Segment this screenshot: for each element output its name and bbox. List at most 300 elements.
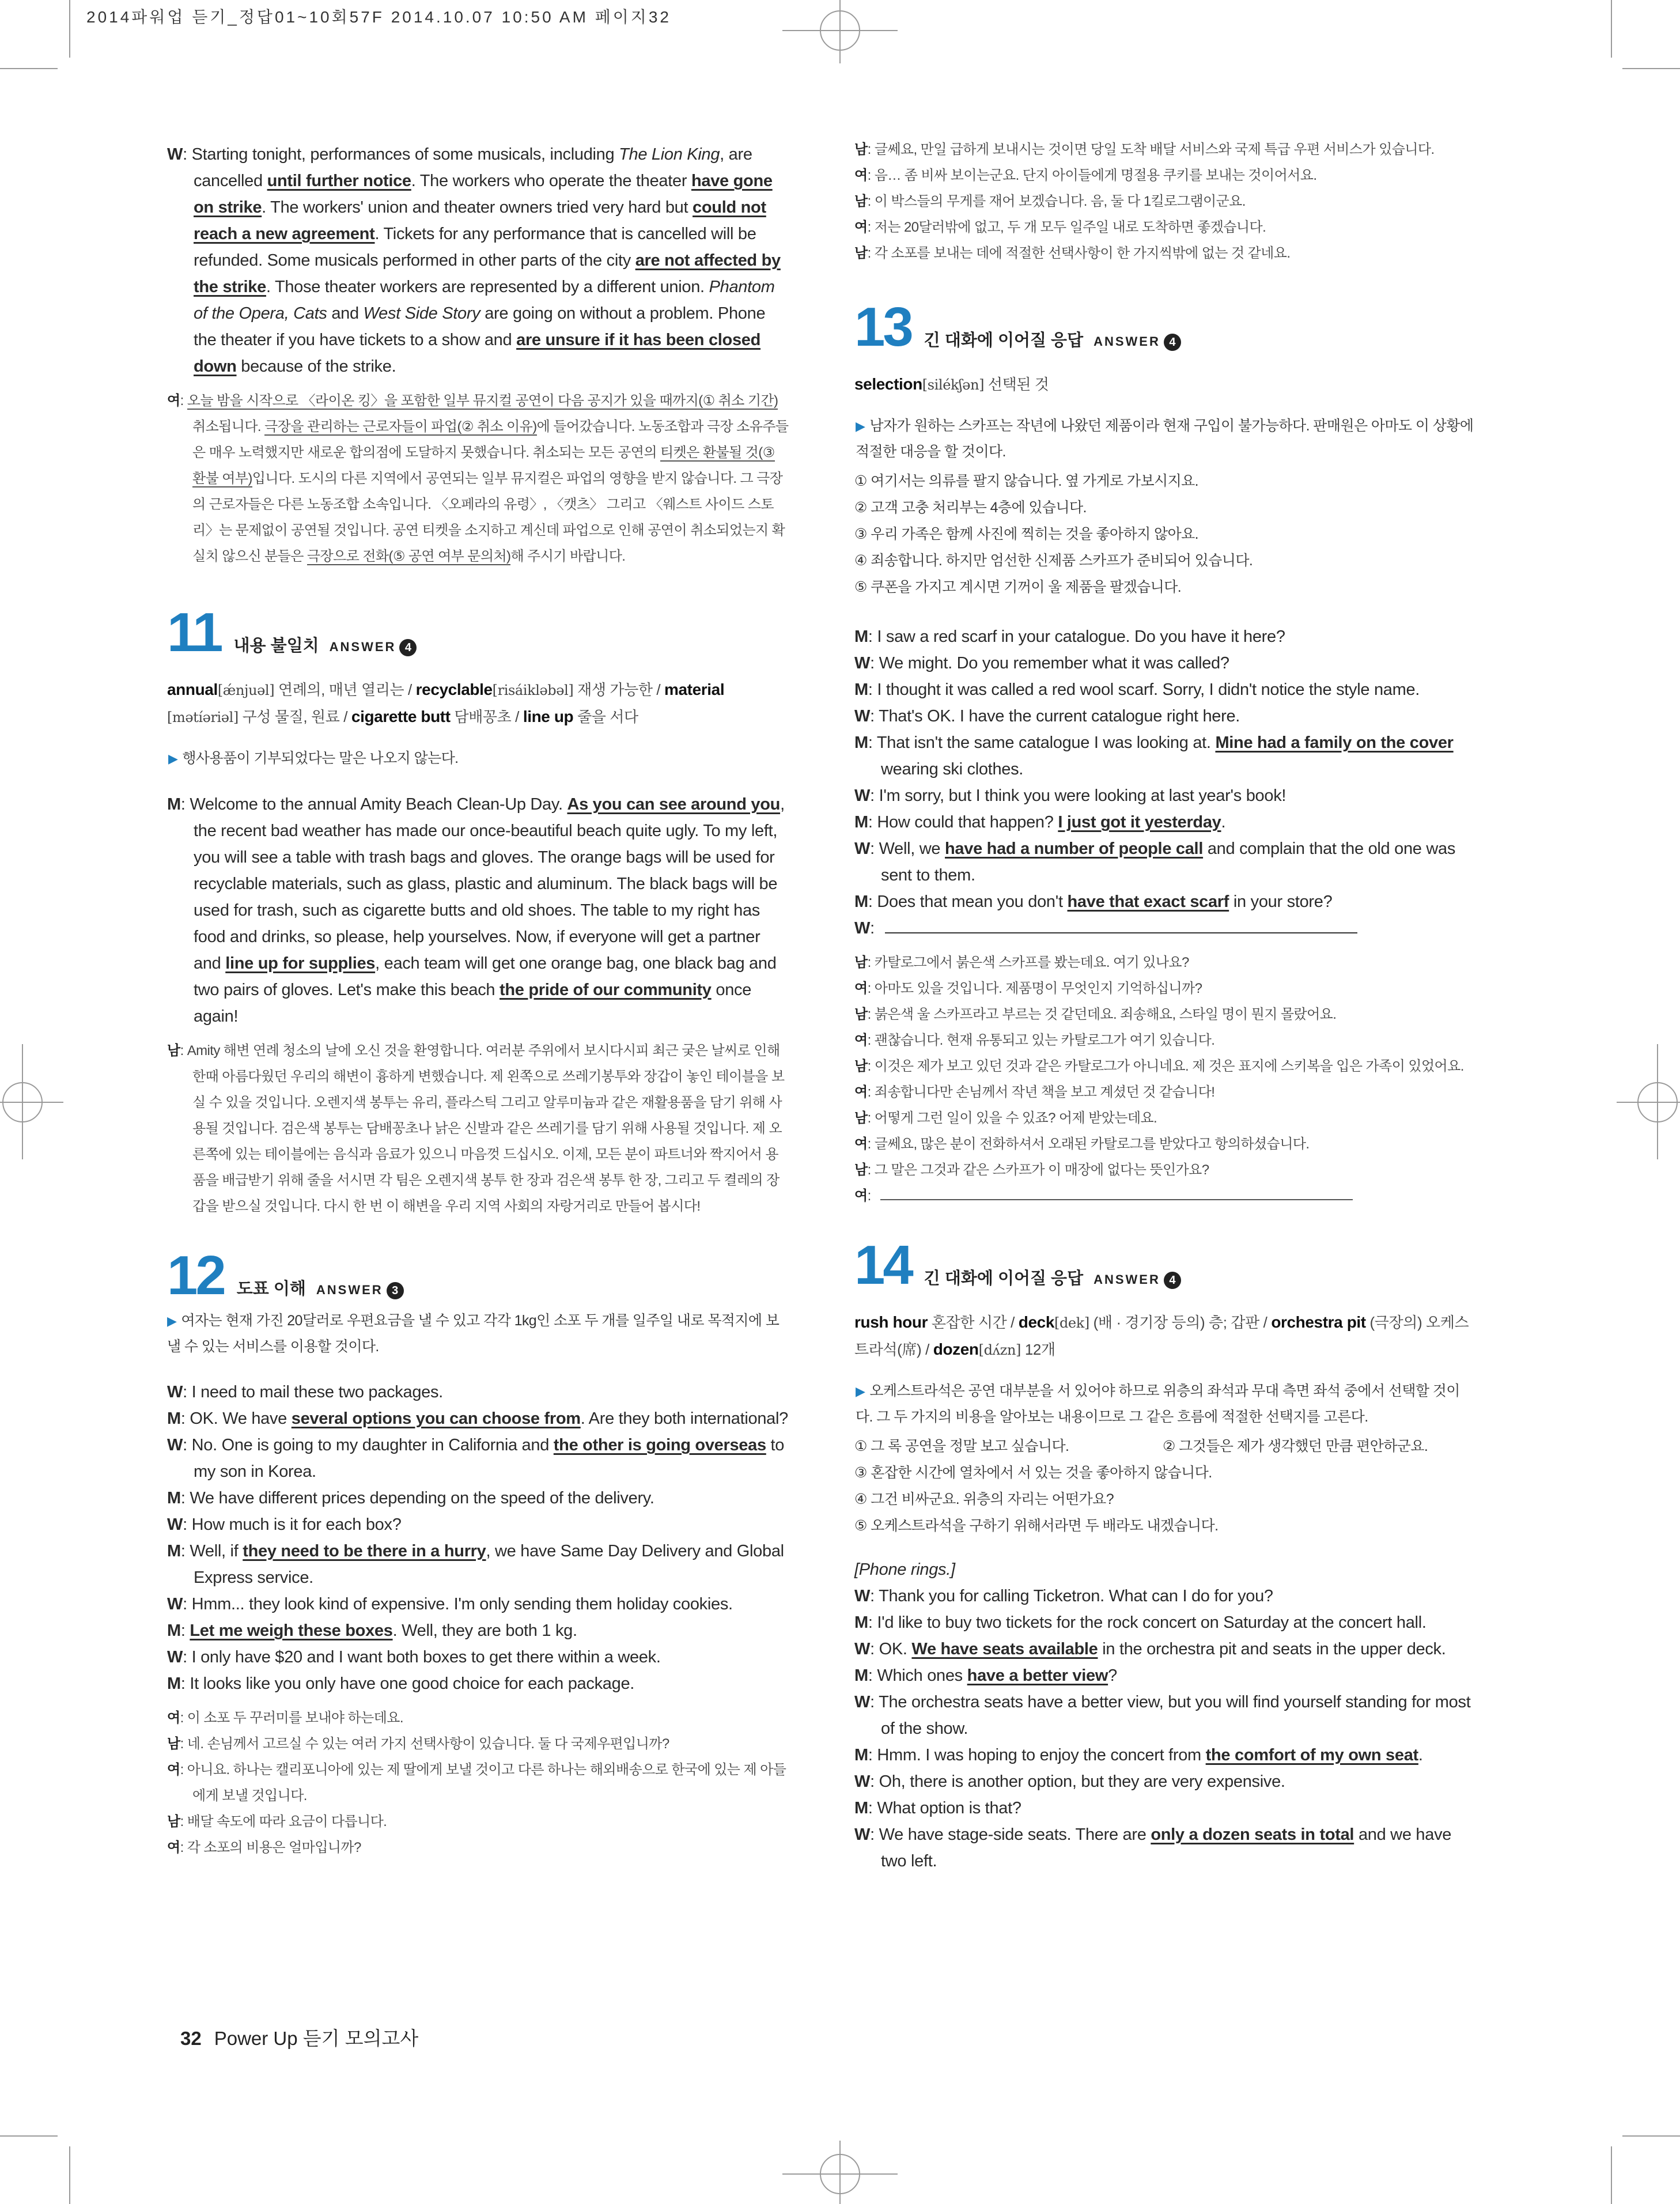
text-segment: , each team will get one orange bag, one black bag and two pairs of gloves. Let's make this beach: [194, 954, 777, 999]
speaker-label: 여: [854, 220, 868, 235]
underlined-phrase: 티켓은 환불될 것(③ 환불 여부): [192, 445, 775, 486]
speaker-label: M: [854, 1666, 868, 1685]
paragraph: [854, 836, 1477, 889]
paragraph: [167, 1835, 789, 1861]
text-segment: deck: [1018, 1313, 1054, 1331]
speaker-label: M: [854, 813, 868, 831]
speaker-label: 여: [167, 393, 180, 409]
speaker-label: M: [854, 681, 868, 699]
paragraph: [167, 1038, 789, 1219]
speaker-label: W: [854, 1640, 871, 1658]
q14-answer: ANSWER 4: [1093, 1272, 1181, 1289]
speaker-label: W: [854, 1587, 871, 1605]
speaker-label: 남: [167, 1043, 180, 1058]
option: ③ 우리 가족은 함께 사진에 찍히는 것을 좋아하지 않아요.: [854, 526, 1199, 542]
right-column: [854, 141, 1477, 1874]
q11-english-script: [167, 791, 789, 1030]
paragraph: [854, 1157, 1477, 1183]
text-segment: and we have two left.: [881, 1825, 1452, 1870]
crop-mark: [69, 2146, 70, 2204]
q14-explanation: ▶ 오케스트라석은 공연 대부분을 서 있어야 하므로 위층의 좌석과 무대 측면 좌석 중에서 선택할 것이다. 그 두 가지의 비용을 알아보는 내용이므로 그 같은 흐름에 적절한 선택지를 고른다.: [856, 1383, 1460, 1425]
text-segment: , we have Same Day Delivery and Global Express service.: [194, 1542, 784, 1587]
registration-mark: [1617, 1102, 1680, 1103]
paragraph: [854, 729, 1477, 782]
text-segment: : The orchestra seats have a better view, but you will find yourself standing for most of the show.: [870, 1693, 1471, 1738]
speaker-label: 여: [854, 168, 868, 183]
q12-title: 도표 이해: [236, 1280, 306, 1298]
paragraph: [854, 162, 1477, 188]
speaker-label: 남: [854, 955, 868, 970]
q13-vocabulary: [854, 371, 1477, 398]
paragraph: [167, 1485, 789, 1511]
underlined-phrase: have had a number of people call: [945, 840, 1204, 858]
text-segment: . Tickets for any performance that is cancelled will be refunded. Some musicals performed in other parts of the city: [194, 225, 756, 270]
underlined-phrase: could not reach a new agreement: [194, 198, 766, 243]
text-segment: Phantom of the Opera, Cats: [194, 278, 775, 323]
option: ① 여기서는 의류를 팔지 않습니다. 옆 가게로 가보시지요.: [854, 473, 1199, 489]
paragraph: [854, 782, 1477, 809]
paragraph: [167, 1705, 789, 1731]
paragraph: [854, 137, 1477, 162]
left-column: [167, 141, 789, 1861]
text-segment: [risáikləbəl]: [492, 682, 574, 698]
page-footer: [180, 2024, 418, 2051]
text-segment: : 이것은 제가 보고 있던 것과 같은 카탈로그가 아니네요. 제 것은 표지에 스키복을 입은 가족이 있었어요.: [867, 1058, 1464, 1074]
q12-number: 12: [167, 1245, 224, 1306]
text-segment: : 각 소포의 비용은 얼마입니까?: [180, 1840, 361, 1855]
text-segment: : What option is that?: [868, 1799, 1021, 1817]
speaker-label: 여: [854, 981, 868, 996]
underlined-phrase: have gone on strike: [194, 172, 773, 217]
crop-mark: [1611, 2146, 1612, 2204]
speaker-label: M: [854, 734, 868, 752]
text-segment: : 저는 20달러밖에 없고, 두 개 모두 일주일 내로 도착하면 좋겠습니다.: [867, 220, 1266, 235]
speaker-label: 여: [854, 1033, 868, 1048]
text-segment: 선택된 것: [984, 376, 1049, 393]
paragraph: [167, 1379, 789, 1405]
crop-mark: [69, 0, 70, 58]
q14-stage-direction: [Phone rings.]: [854, 1560, 955, 1579]
q14-options: [854, 1433, 1477, 1539]
registration-mark: [839, 2141, 841, 2204]
underlined-phrase: are not affected by the strike: [194, 251, 781, 296]
q11-korean-translation: [167, 1038, 789, 1219]
text-segment: [mətíəriəl]: [167, 709, 239, 725]
option: ③ 혼잡한 시간에 열차에서 서 있는 것을 좋아하지 않습니다.: [854, 1465, 1212, 1481]
text-segment: because of the strike.: [236, 357, 396, 376]
paragraph: [167, 1432, 789, 1485]
speaker-label: 남: [854, 142, 868, 157]
paragraph: [854, 1027, 1477, 1053]
speaker-label: 남: [854, 245, 868, 261]
q11-vocabulary: [167, 676, 789, 731]
speaker-label: W: [854, 1825, 871, 1844]
speaker-label: M: [854, 1746, 868, 1764]
q10-english-script: [167, 141, 789, 380]
text-segment: : We have stage-side seats. There are: [870, 1825, 1151, 1844]
speaker-label: W: [167, 1436, 183, 1454]
crop-mark: [0, 68, 58, 69]
text-segment: : I'd like to buy two tickets for the rock concert on Saturday at the concert hall.: [868, 1613, 1427, 1632]
text-segment: and: [327, 304, 364, 323]
option: ④ 그건 비싸군요. 위층의 자리는 어떤가요?: [854, 1491, 1114, 1507]
text-segment: :: [180, 393, 187, 409]
text-segment: : We might. Do you remember what it was called?: [870, 654, 1229, 672]
speaker-label: 여: [854, 1084, 868, 1100]
paragraph: [854, 1105, 1477, 1131]
text-segment: 혼잡한 시간 /: [928, 1314, 1019, 1331]
paragraph: [854, 1768, 1477, 1795]
paragraph: [167, 1809, 789, 1835]
paragraph: [854, 240, 1477, 266]
speaker-label: W: [854, 787, 871, 805]
underlined-phrase: are unsure if it has been closed down: [194, 331, 761, 376]
text-segment: are going on without a problem. Phone the theater if you have tickets to a show and: [194, 304, 766, 349]
speaker-label: W: [854, 707, 871, 725]
speaker-label: 여: [167, 1710, 180, 1726]
paragraph: [854, 950, 1477, 976]
speaker-label: W: [854, 840, 871, 858]
option: ② 고객 고충 처리부는 4층에 있습니다.: [854, 500, 1087, 516]
text-segment: 구성 물질, 원료 /: [238, 708, 351, 725]
q14-header: [854, 1234, 1477, 1296]
text-segment: annual: [167, 681, 218, 698]
speaker-label: W: [854, 1772, 871, 1791]
speaker-label: M: [167, 1409, 181, 1428]
text-segment: orchestra pit: [1271, 1313, 1366, 1331]
text-segment: : Does that mean you don't: [868, 893, 1068, 911]
text-segment: : It looks like you only have one good choice for each package.: [180, 1674, 635, 1693]
paragraph: [854, 1821, 1477, 1874]
q11-title: 내용 불일치: [233, 637, 319, 655]
text-segment: : 네. 손님께서 고르실 수 있는 여러 가지 선택사항이 있습니다. 둘 다 국제우편입니까?: [180, 1736, 669, 1752]
q12-korean-translation: [167, 1705, 789, 1861]
q14-vocabulary: [854, 1309, 1477, 1363]
text-segment: : Hmm. I was hoping to enjoy the concert from: [868, 1746, 1206, 1764]
text-segment: : 이 박스들의 무게를 재어 보겠습니다. 음, 둘 다 1킬로그램이군요.: [867, 194, 1246, 209]
text-segment: : 배달 속도에 따라 요금이 다릅니다.: [180, 1814, 387, 1829]
text-segment: (배 · 경기장 등의) 층; 갑판 /: [1089, 1314, 1272, 1331]
paragraph: [854, 703, 1477, 729]
text-segment: : No. One is going to my daughter in California and: [183, 1436, 554, 1454]
text-segment: :: [870, 919, 879, 937]
paragraph: [854, 1636, 1477, 1662]
crop-mark: [0, 2135, 58, 2137]
text-segment: : I saw a red scarf in your catalogue. Do you have it here?: [868, 627, 1285, 646]
text-segment: : I only have $20 and I want both boxes to get there within a week.: [183, 1648, 661, 1666]
speaker-label: W: [167, 1595, 183, 1613]
text-segment: line up: [523, 708, 574, 725]
text-segment: .: [1418, 1746, 1423, 1764]
paragraph: [167, 141, 789, 380]
underlined-phrase: line up for supplies: [225, 954, 376, 973]
paragraph: [167, 1617, 789, 1644]
speaker-label: W: [167, 145, 183, 164]
text-segment: : We have different prices depending on the speed of the delivery.: [180, 1489, 654, 1507]
paragraph: [854, 623, 1477, 650]
speaker-label: 남: [167, 1814, 180, 1829]
text-segment: : How much is it for each box?: [183, 1515, 402, 1534]
paragraph: [854, 1001, 1477, 1027]
q13-title: 긴 대화에 이어질 응답: [924, 331, 1084, 350]
text-segment: . Those theater workers are represented by a different union.: [266, 278, 709, 296]
text-segment: : Starting tonight, performances of some musicals, including: [183, 145, 619, 164]
speaker-label: W: [854, 919, 871, 937]
text-segment: : I need to mail these two packages.: [183, 1383, 443, 1401]
paragraph: [167, 1644, 789, 1670]
paragraph: [854, 214, 1477, 240]
underlined-phrase: only a dozen seats in total: [1151, 1825, 1354, 1844]
text-segment: :: [867, 1188, 875, 1204]
q14-title: 긴 대화에 이어질 응답: [924, 1269, 1084, 1288]
underlined-phrase: until further notice: [267, 172, 411, 190]
text-segment: rush hour: [854, 1313, 928, 1331]
text-segment: : 죄송합니다만 손님께서 작년 책을 보고 계셨던 것 같습니다!: [867, 1084, 1215, 1100]
speaker-label: 여: [167, 1762, 180, 1778]
underlined-phrase: the other is going overseas: [553, 1436, 766, 1454]
text-segment: : That's OK. I have the current catalogue right here.: [870, 707, 1240, 725]
paragraph: [854, 1309, 1477, 1363]
answer-blank: [880, 1199, 1353, 1200]
text-segment: : That isn't the same catalogue I was looking at.: [868, 734, 1216, 752]
registration-mark: [22, 1044, 23, 1159]
underlined-phrase: 극장을 관리하는 근로자들이 파업(② 취소 이유): [264, 419, 537, 434]
text-segment: [dʌ́zn]: [978, 1342, 1021, 1358]
text-segment: 12개: [1021, 1341, 1055, 1358]
paragraph: [854, 371, 1477, 398]
text-segment: to my son in Korea.: [194, 1436, 785, 1481]
speaker-label: 남: [167, 1736, 180, 1752]
q12-header: [167, 1247, 789, 1305]
speaker-label: 여: [854, 1188, 868, 1204]
text-segment: 재생 가능한 /: [573, 681, 665, 698]
underlined-phrase: the pride of our community: [500, 981, 712, 999]
text-segment: wearing ski clothes.: [881, 760, 1024, 778]
text-segment: : 그 말은 그것과 같은 스카프가 이 매장에 없다는 뜻인가요?: [867, 1162, 1209, 1178]
text-segment: , are cancelled: [194, 145, 752, 190]
text-segment: : OK. We have: [180, 1409, 292, 1428]
text-segment: . The workers' union and theater owners tried very hard but: [262, 198, 693, 217]
paragraph: [167, 1670, 789, 1697]
text-segment: : 글쎄요, 만일 급하게 보내시는 것이면 당일 도착 배달 서비스와 국제 특급 우편 서비스가 있습니다.: [867, 142, 1435, 157]
text-segment: The Lion King: [619, 145, 720, 164]
text-segment: :: [180, 1621, 190, 1640]
paragraph: [167, 791, 789, 1030]
text-segment: . Well, they are both 1 kg.: [392, 1621, 577, 1640]
text-segment: 에 들어갔습니다. 노동조합과 극장 소유주들은 매우 노력했지만 새로운 합의점에 도달하지 못했습니다. 취소되는 모든 공연의: [192, 419, 789, 460]
q11-explanation: ▶ 행사용품이 기부되었다는 말은 나오지 않는다.: [168, 750, 459, 766]
crop-mark: [1622, 68, 1680, 69]
paragraph: [854, 1689, 1477, 1742]
speaker-label: M: [854, 627, 868, 646]
q11-header: [167, 604, 789, 661]
q13-number: 13: [854, 296, 911, 358]
text-segment: : Oh, there is another option, but they are very expensive.: [870, 1772, 1285, 1791]
text-segment: [dek]: [1054, 1315, 1089, 1331]
q14-english-script: [854, 1583, 1477, 1874]
text-segment: : 아마도 있을 것입니다. 제품명이 무엇인지 기억하십니까?: [867, 981, 1202, 996]
text-segment: 담배꽁초 /: [450, 708, 523, 725]
text-segment: 연례의, 매년 열리는 /: [274, 681, 416, 698]
text-segment: : 붉은색 울 스카프라고 부르는 것 같던데요. 죄송해요, 스타일 명이 뭔지 몰랐어요.: [867, 1007, 1337, 1022]
text-segment: : 음… 좀 비싸 보이는군요. 단지 아이들에게 명절용 쿠키를 보내는 것이어서요.: [867, 168, 1317, 183]
paragraph: [854, 915, 1477, 942]
paragraph: [167, 1511, 789, 1538]
text-segment: cigarette butt: [351, 708, 451, 725]
text-segment: : Thank you for calling Ticketron. What can I do for you?: [870, 1587, 1273, 1605]
text-segment: . Are they both international?: [580, 1409, 788, 1428]
q12-answer: ANSWER 3: [316, 1282, 404, 1299]
text-segment: in your store?: [1229, 893, 1333, 911]
text-segment: [silékʃən]: [922, 377, 985, 393]
book-title: Power Up 듣기 모의고사: [214, 2028, 419, 2049]
text-segment: : 각 소포를 보내는 데에 적절한 선택사항이 한 가지씩밖에 없는 것 같네요.: [867, 245, 1291, 261]
crop-mark: [1622, 2135, 1680, 2137]
text-segment: (극장의) 오케스트라석(席) /: [854, 1314, 1469, 1358]
text-segment: : 어떻게 그런 일이 있을 수 있죠? 어제 받았는데요.: [867, 1110, 1157, 1126]
paragraph: [854, 809, 1477, 836]
text-segment: in the orchestra pit and seats in the upper deck.: [1098, 1640, 1446, 1658]
paragraph: [854, 976, 1477, 1001]
text-segment: ?: [1108, 1666, 1117, 1685]
underlined-phrase: the comfort of my own seat: [1205, 1746, 1418, 1764]
text-segment: : Amity 해변 연례 청소의 날에 오신 것을 환영합니다. 여러분 주위에서 보시다시피 최근 궂은 날씨로 인해 한때 아름다웠던 우리의 해변이 흉하게 변했습니다. 제 왼쪽으로 쓰레기봉투와 장갑이 놓인 테이블을 보실 수 있을 것입니다. 오렌지색 봉투는 유리, 플라스틱 그리고 알루미늄과 같은 재활용품을 담기 위해 사용될 것입니다. 검은색 봉투는 담배꽁초나 낡은 신발과 같은 쓰레기를 담기 위해 사용될 것입니다. 제 오른쪽에 있는 테이블에는 음식과 음료가 있으니 마음껏 드십시오. 이제, 모든 분이 파트너와 짝지어서 용품을 배급받기 위해 줄을 서시면 각 팀은 오렌지색 봉투 한 장과 검은색 봉투 한 장, 그리고 두 켤레의 장갑을 받으실 것입니다. 다시 한 번 이 해변을 우리 지역 사회의 자랑거리로 만들어 봅시다!: [180, 1043, 785, 1214]
option: ④ 죄송합니다. 하지만 엄선한 신제품 스카프가 준비되어 있습니다.: [854, 553, 1253, 569]
registration-mark: [1657, 1044, 1658, 1159]
speaker-label: 여: [167, 1840, 180, 1855]
paragraph: [854, 188, 1477, 214]
text-segment: 줄을 서다: [573, 708, 638, 725]
paragraph: [854, 889, 1477, 915]
text-segment: : How could that happen?: [868, 813, 1058, 831]
text-segment: material: [664, 681, 725, 698]
underlined-phrase: 오늘 밤을 시작으로 〈라이온 킹〉을 포함한 일부 뮤지컬 공연이 다음 공지가 있을 때까지(① 취소 기간): [187, 393, 778, 409]
text-segment: : 카탈로그에서 붉은색 스카프를 봤는데요. 여기 있나요?: [867, 955, 1189, 970]
speaker-label: M: [167, 1674, 181, 1693]
underlined-phrase: As you can see around you: [567, 795, 781, 814]
speaker-label: 남: [854, 1162, 868, 1178]
text-segment: 입니다. 도시의 다른 지역에서 공연되는 일부 뮤지컬은 파업의 영향을 받지 않습니다. 그 극장의 근로자들은 다른 노동조합 소속입니다. 〈오페라의 유령〉, 〈캣츠〉 그리고 〈웨스트 사이드 스토리〉는 문제없이 공연될 것입니다. 공연 티켓을 소지하고 계신데 파업으로 인해 공연이 취소되었는지 확실치 않으신 분들은: [192, 471, 785, 564]
text-segment: : Which ones: [868, 1666, 967, 1685]
option: ① 그 록 공연을 정말 보고 싶습니다.: [854, 1438, 1069, 1454]
speaker-label: 남: [854, 194, 868, 209]
underlined-phrase: 극장으로 전화(⑤ 공연 여부 문의처): [307, 549, 511, 564]
text-segment: dozen: [933, 1340, 979, 1358]
q11-answer: ANSWER 4: [330, 639, 417, 656]
paragraph: [167, 1405, 789, 1432]
speaker-label: M: [167, 1489, 181, 1507]
text-segment: recyclable: [415, 681, 493, 698]
text-segment: once again!: [194, 981, 752, 1026]
text-segment: : I'm sorry, but I think you were looking at last year's book!: [870, 787, 1287, 805]
text-segment: .: [1221, 813, 1226, 831]
text-segment: and complain that the old one was sent to them.: [881, 840, 1456, 884]
answer-blank: [885, 932, 1357, 933]
text-segment: : 이 소포 두 꾸러미를 보내야 하는데요.: [180, 1710, 403, 1726]
underlined-phrase: they need to be there in a hurry: [243, 1542, 486, 1560]
registration-mark: [839, 0, 841, 63]
print-slug: 2014파워업 듣기_정답01~10회57F 2014.10.07 10:50 AM 페이지32: [86, 8, 671, 26]
speaker-label: 여: [854, 1136, 868, 1152]
paragraph: [167, 1591, 789, 1617]
speaker-label: W: [167, 1383, 183, 1401]
q12-english-script: [167, 1379, 789, 1697]
paragraph: [854, 1795, 1477, 1821]
crop-mark: [1611, 0, 1612, 58]
speaker-label: 남: [854, 1007, 868, 1022]
paragraph: [854, 1131, 1477, 1157]
option: ⑤ 쿠폰을 가지고 계시면 기꺼이 울 제품을 팔겠습니다.: [854, 579, 1182, 595]
paragraph: [854, 650, 1477, 676]
speaker-label: W: [854, 1693, 871, 1711]
speaker-label: M: [854, 1799, 868, 1817]
paragraph: [167, 388, 789, 569]
speaker-label: M: [167, 1542, 181, 1560]
text-segment: : 아니요. 하나는 캘리포니아에 있는 제 딸에게 보낼 것이고 다른 하나는 해외배송으로 한국에 있는 제 아들에게 보낼 것입니다.: [180, 1762, 786, 1804]
q13-answer: ANSWER 4: [1093, 334, 1181, 351]
text-segment: : Hmm... they look kind of expensive. I'm only sending them holiday cookies.: [183, 1595, 733, 1613]
paragraph: [854, 1053, 1477, 1079]
paragraph: [167, 1731, 789, 1757]
paragraph: [854, 1662, 1477, 1689]
q14-number: 14: [854, 1234, 911, 1296]
text-segment: : Well, we: [870, 840, 945, 858]
paragraph: [167, 676, 789, 731]
text-segment: 해 주시기 바랍니다.: [510, 549, 626, 564]
text-segment: : Welcome to the annual Amity Beach Clean-Up Day.: [180, 795, 567, 814]
speaker-label: W: [167, 1515, 183, 1534]
underlined-phrase: several options you can choose from: [291, 1409, 581, 1428]
page-number: 32: [180, 2028, 202, 2049]
text-segment: , the recent bad weather has made our once-beautiful beach quite ugly. To my left, you will see a table with trash bags and gloves. The orange bags will be used for recyclable materials, such as glass, plastic and aluminum. The black bags will be used for trash, such as cigarette butts and old shoes. The table to my right has food and drinks, so please, help yourselves. Now, if everyone will get a partner and: [194, 795, 785, 973]
underlined-phrase: have that exact scarf: [1067, 893, 1229, 911]
q13-options: [854, 468, 1477, 600]
q13-explanation: ▶ 남자가 원하는 스카프는 작년에 나왔던 제품이라 현재 구입이 불가능하다. 판매원은 아마도 이 상황에 적절한 대응을 할 것이다.: [856, 418, 1474, 460]
speaker-label: M: [854, 893, 868, 911]
text-segment: : I thought it was called a red wool scarf. Sorry, I didn't notice the style name.: [868, 681, 1420, 699]
underlined-phrase: Mine had a family on the cover: [1215, 734, 1454, 752]
text-segment: : 괜찮습니다. 현재 유통되고 있는 카탈로그가 여기 있습니다.: [867, 1033, 1215, 1048]
q10-korean-translation: [167, 388, 789, 569]
underlined-phrase: Let me weigh these boxes: [190, 1621, 393, 1640]
text-segment: . The workers who operate the theater: [411, 172, 691, 190]
option: ② 그것들은 제가 생각했던 만큼 편안하군요.: [1163, 1438, 1428, 1454]
paragraph: [854, 1609, 1477, 1636]
underlined-phrase: We have seats available: [911, 1640, 1098, 1658]
text-segment: [ǽnjuəl]: [217, 682, 275, 698]
paragraph: [854, 1583, 1477, 1609]
speaker-label: M: [167, 1621, 181, 1640]
paragraph: [167, 1538, 789, 1591]
text-segment: : OK.: [870, 1640, 912, 1658]
text-segment: : Well, if: [180, 1542, 243, 1560]
q13-english-script: [854, 623, 1477, 942]
text-segment: West Side Story: [363, 304, 480, 323]
text-segment: selection: [854, 375, 922, 393]
option: ⑤ 오케스트라석을 구하기 위해서라면 두 배라도 내겠습니다.: [854, 1518, 1219, 1534]
q13-korean-translation: [854, 950, 1477, 1209]
registration-mark: [0, 1102, 63, 1103]
speaker-label: 남: [854, 1110, 868, 1126]
q12-explanation: ▶ 여자는 현재 가진 20달러로 우편요금을 낼 수 있고 각각 1kg인 소포 두 개를 일주일 내로 목적지에 보낼 수 있는 서비스를 이용할 것이다.: [167, 1313, 780, 1355]
text-segment: 취소됩니다.: [192, 419, 265, 434]
q11-number: 11: [167, 602, 221, 663]
speaker-label: 남: [854, 1058, 868, 1074]
paragraph: [854, 1183, 1477, 1209]
paragraph: [854, 1079, 1477, 1105]
paragraph: [854, 1742, 1477, 1768]
speaker-label: M: [167, 795, 181, 814]
